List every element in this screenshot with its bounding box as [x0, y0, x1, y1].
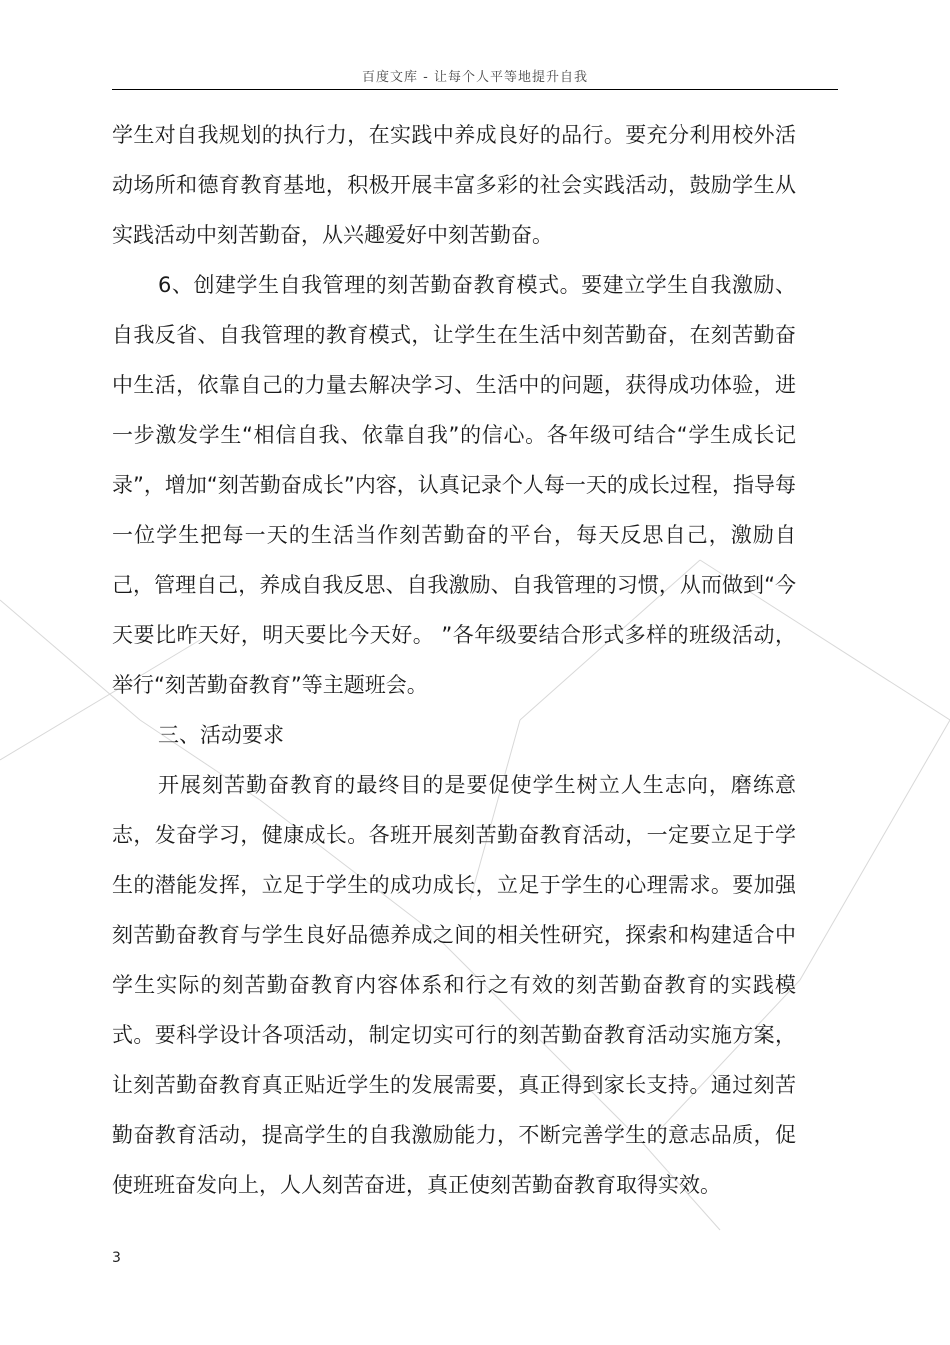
- paragraph-item-6: 6、创建学生自我管理的刻苦勤奋教育模式。要建立学生自我激励、自我反省、自我管理的教育模式，让学生在生活中刻苦勤奋，在刻苦勤奋中生活，依靠自己的力量去解决学习、生活中的问题，获得成功体验，进一步激发学生“相信自我、依靠自我”的信心。各年级可结合“学生成长记录”，增加“刻苦勤奋成长”内容，认真记录个人每一天的成长过程，指导每一位学生把每一天的生活当作刻苦勤奋的平台，每天反思自己，激励自己，管理自己，养成自我反思、自我激励、自我管理的习惯，从而做到“今天要比昨天好，明天要比今天好。 ”各年级要结合形式多样的班级活动，举行“刻苦勤奋教育”等主题班会。: [112, 273, 796, 697]
- page-number: 3: [112, 1250, 121, 1266]
- paragraph-continuation: 学生对自我规划的执行力，在实践中养成良好的品行。要充分利用校外活动场所和德育教育基地，积极开展丰富多彩的社会实践活动，鼓励学生从实践活动中刻苦勤奋，从兴趣爱好中刻苦勤奋。: [112, 123, 796, 247]
- document-body: [112, 110, 796, 1210]
- paragraph-requirements: 开展刻苦勤奋教育的最终目的是要促使学生树立人生志向，磨练意志，发奋学习，健康成长。各班开展刻苦勤奋教育活动，一定要立足于学生的潜能发挥，立足于学生的成功成长，立足于学生的心理需求。要加强刻苦勤奋教育与学生良好品德养成之间的相关性研究，探索和构建适合中学生实际的刻苦勤奋教育内容体系和行之有效的刻苦勤奋教育的实践模式。要科学设计各项活动，制定切实可行的刻苦勤奋教育活动实施方案，让刻苦勤奋教育真正贴近学生的发展需要，真正得到家长支持。通过刻苦勤奋教育活动，提高学生的自我激励能力，不断完善学生的意志品质，促使班班奋发向上，人人刻苦奋进，真正使刻苦勤奋教育取得实效。: [112, 773, 796, 1197]
- page-header: 百度文库 - 让每个人平等地提升自我: [112, 66, 838, 90]
- section-heading: 三、活动要求: [158, 723, 284, 747]
